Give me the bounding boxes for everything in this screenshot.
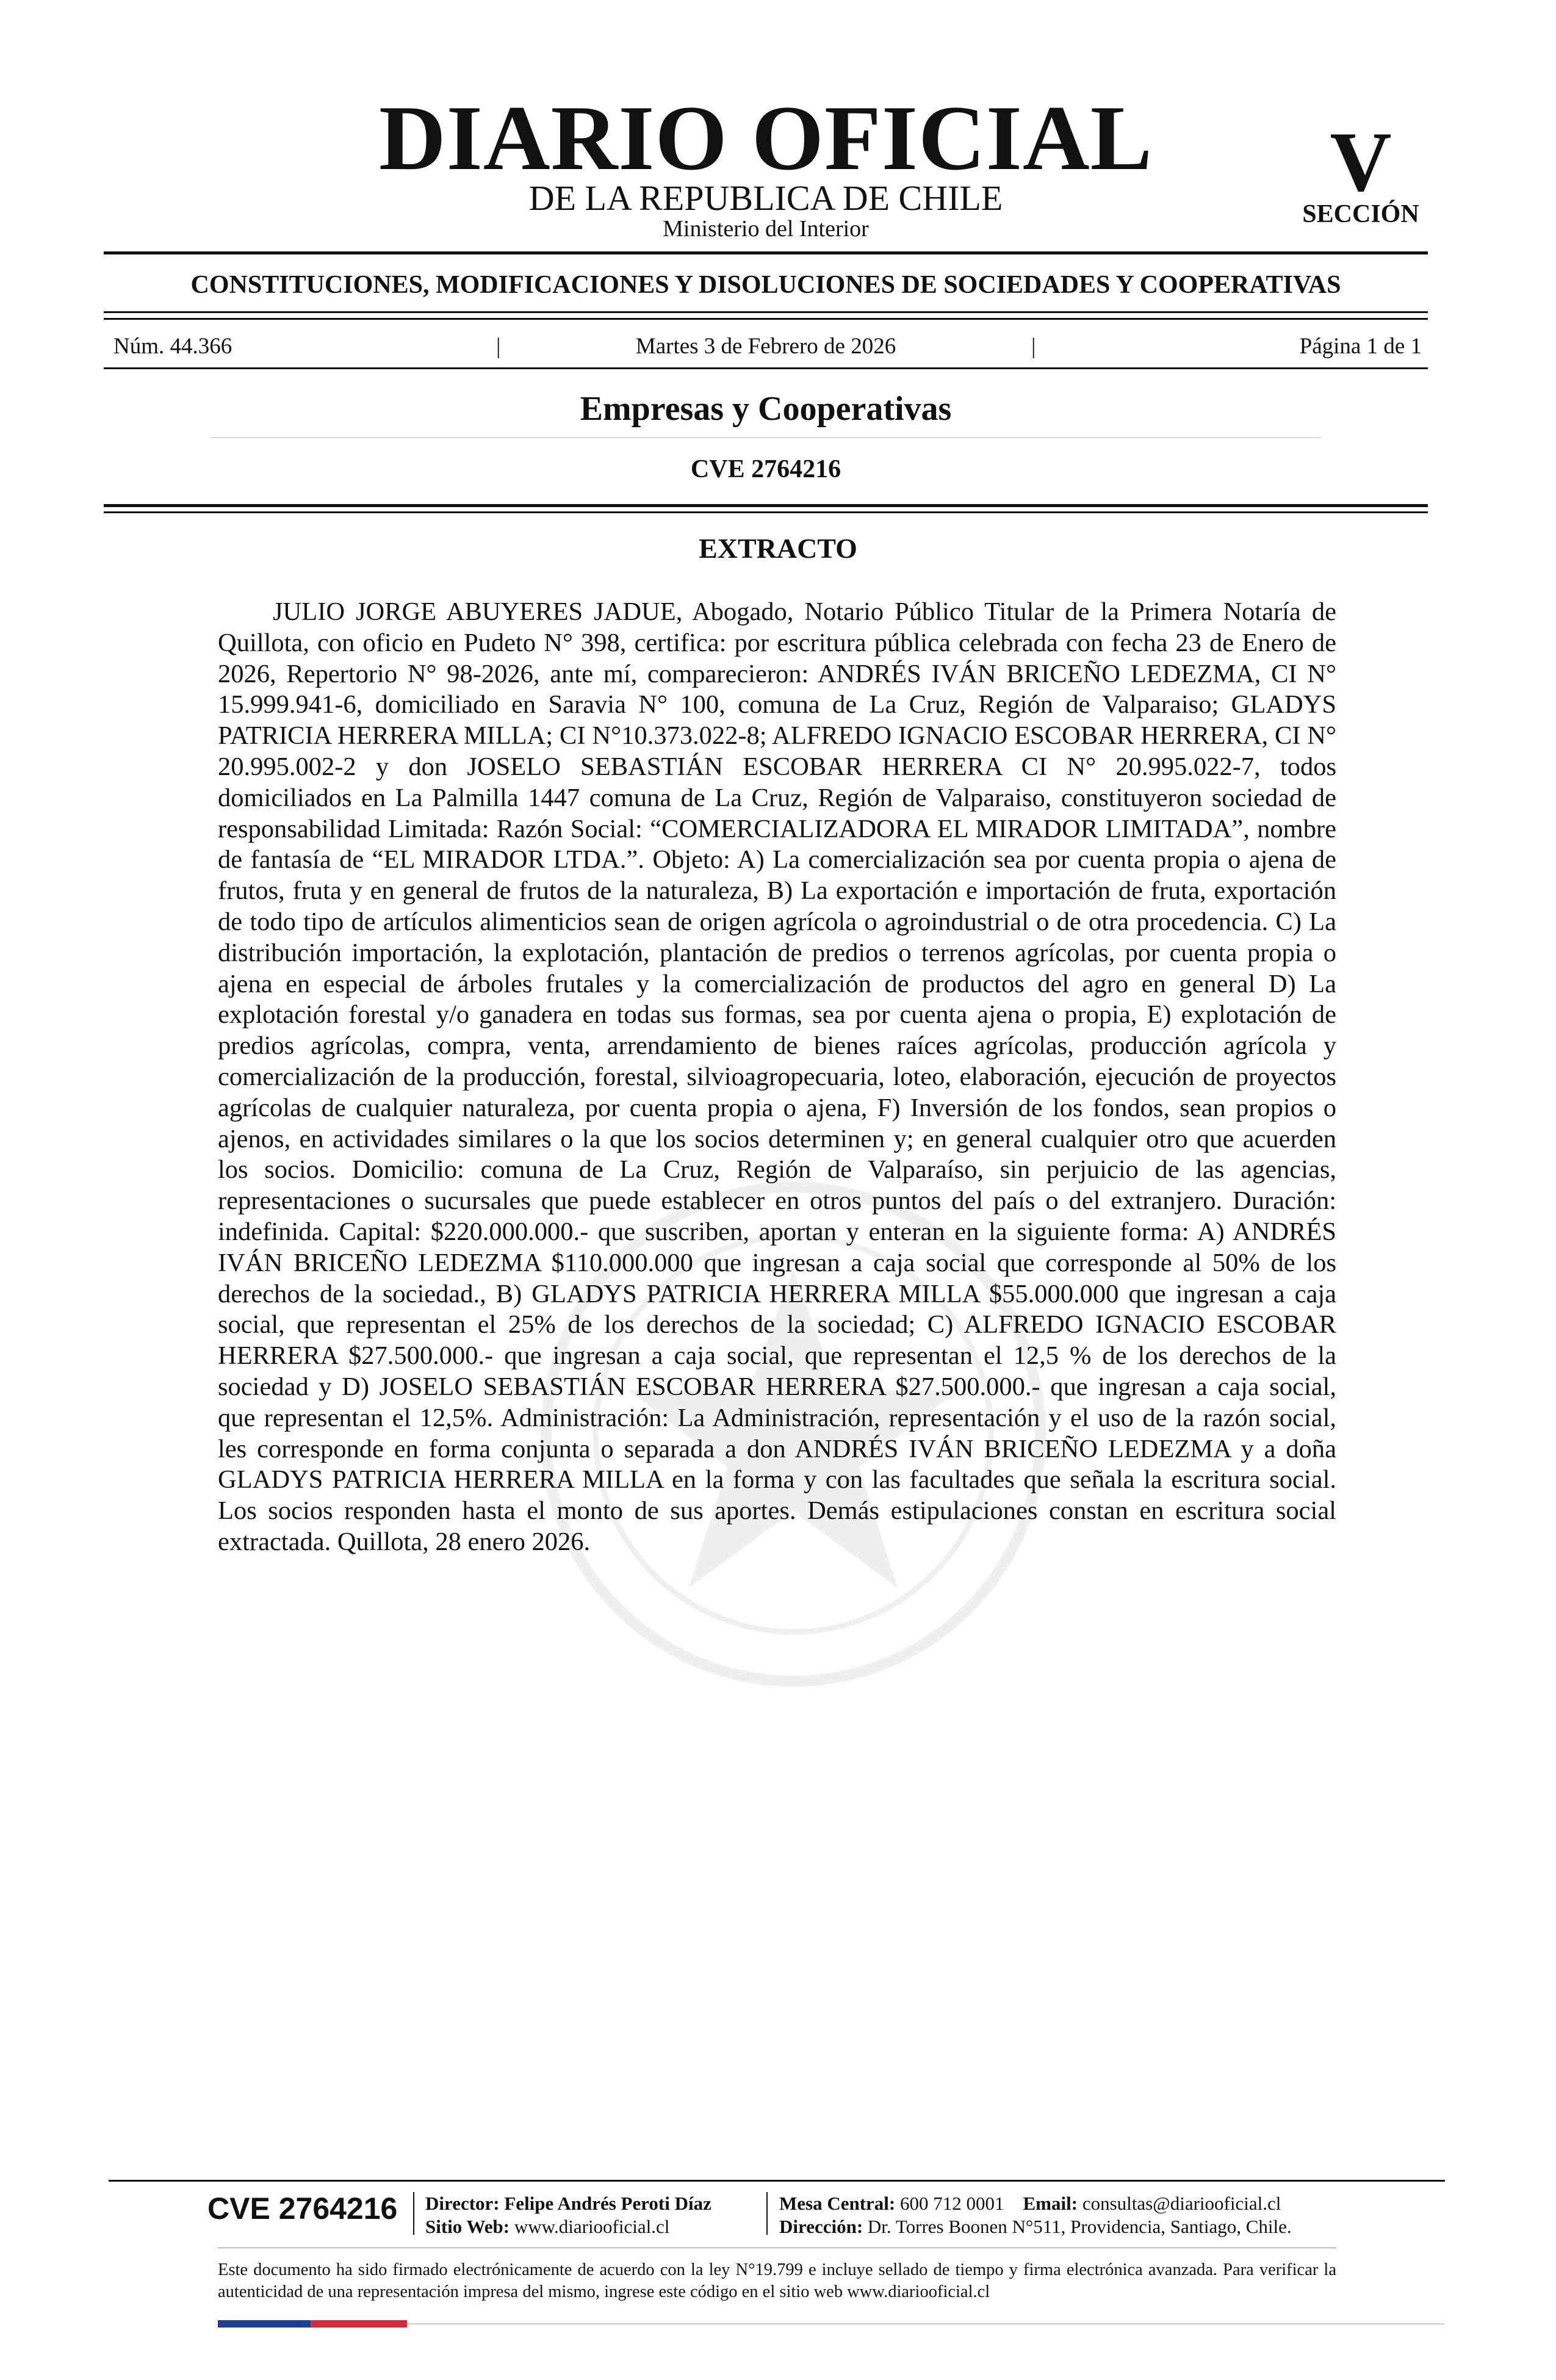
- meta-separator: |: [1031, 334, 1036, 359]
- section-title: Empresas y Cooperativas: [580, 390, 952, 428]
- footer-cve: CVE 2764216: [207, 2191, 398, 2226]
- website-link[interactable]: www.diariooficial.cl: [514, 2216, 670, 2237]
- section-letter: V: [1330, 115, 1392, 209]
- phone-label: Mesa Central:: [779, 2193, 896, 2214]
- footer-divider: [766, 2192, 768, 2235]
- email-label: Email:: [1023, 2193, 1078, 2214]
- address-text: Dr. Torres Boonen N°511, Providencia, Santiago, Chile.: [867, 2216, 1292, 2237]
- header-rule-mid-1: [104, 311, 1428, 313]
- masthead-subtitle: DE LA REPUBLICA DE CHILE: [528, 178, 1003, 218]
- document-rule-2: [104, 511, 1428, 513]
- masthead-ministry: Ministerio del Interior: [663, 216, 869, 242]
- masthead-title: DIARIO OFICIAL: [378, 87, 1153, 189]
- section-banner: CONSTITUCIONES, MODIFICACIONES Y DISOLUCIONES DE SOCIEDADES Y COOPERATIVAS: [190, 271, 1341, 299]
- flag-stripe-blue: [218, 2320, 311, 2328]
- document-rule-1: [104, 504, 1428, 507]
- website-label: Sitio Web:: [425, 2216, 510, 2237]
- director-label: Director:: [425, 2193, 500, 2214]
- phone-number: 600 712 0001: [900, 2193, 1004, 2214]
- header-rule-top: [104, 251, 1428, 254]
- footer-divider: [413, 2192, 414, 2235]
- signature-note: Este documento ha sido firmado electrónicamente de acuerdo con la ley N°19.799 e incluye sellado de tiempo y firma electrónica avanzada. Para verificar la autenticidad de una representación impresa del mismo, ingrese este código en el sitio web www.diariooficial.cl: [218, 2260, 1336, 2301]
- footer-director-block: [425, 2192, 711, 2238]
- issue-date: Martes 3 de Febrero de 2026: [635, 334, 896, 359]
- header-rule-bottom: [104, 367, 1428, 369]
- header-rule-mid-2: [104, 318, 1428, 320]
- page-number: Página 1 de 1: [1299, 334, 1422, 359]
- director-name: Felipe Andrés Peroti Díaz: [504, 2193, 711, 2214]
- section-title-underline: [211, 437, 1321, 438]
- email-link[interactable]: consultas@diariooficial.cl: [1082, 2193, 1281, 2214]
- issue-number: Núm. 44.366: [113, 334, 232, 359]
- extract-title: EXTRACTO: [699, 533, 857, 564]
- extract-body: JULIO JORGE ABUYERES JADUE, Abogado, Notario Público Titular de la Primera Notaría de Quillota, con oficio en Pudeto N° 398, certifica: por escritura pública celebrada con fecha 23 de Enero de 2026, Repertorio N° 98-2026, ante mí, comparecieron: ANDRÉS IVÁN BRICEÑO LEDEZMA, CI N° 15.999.941-6, domiciliado en Saravia N° 100, comuna de La Cruz, Región de Valparaiso; GLADYS PATRICIA HERRERA MILLA; CI N°10.373.022-8; ALFREDO IGNACIO ESCOBAR HERRERA, CI N° 20.995.002-2 y don JOSELO SEBASTIÁN ESCOBAR HERRERA CI N° 20.995.022-7, todos domiciliados en La Palmilla 1447 comuna de La Cruz, Región de Valparaiso, constituyeron sociedad de responsabilidad Limitada: Razón Social: “COMERCIALIZADORA EL MIRADOR LIMITADA”, nombre de fantasía de “EL MIRADOR LTDA.”. Objeto: A) La comercialización sea por cuenta propia o ajena de frutos, fruta y en general de frutos de la naturaleza, B) La exportación e importación de fruta, exportación de todo tipo de artículos alimenticios sean de origen agrícola o agroindustrial o de otra procedencia. C) La distribución importación, la explotación, plantación de predios o terrenos agrícolas, por cuenta propia o ajena en especial de árboles frutales y la comercialización de productos del agro en general D) La explotación forestal y/o ganadera en todas sus formas, sea por cuenta ajena o propia, E) explotación de predios agrícolas, compra, venta, arrendamiento de bienes raíces agrícolas, producción agrícola y comercialización de la producción, forestal, silvioagropecuaria, loteo, elaboración, ejecución de proyectos agrícolas de cualquier naturaleza, por cuenta propia o ajena, F) Inversión de los fondos, sean propios o ajenos, en actividades similares o la que los socios determinen y; en general cualquier otro que acuerden los socios. Domicilio: comuna de La Cruz, Región de Valparaíso, sin perjuicio de las agencias, representaciones o sucursales que puede establecer en otros puntos del país o del extranjero. Duración: indefinida. Capital: $220.000.000.- que suscriben, aportan y enteran en la siguiente forma: A) ANDRÉS IVÁN BRICEÑO LEDEZMA $110.000.000 que ingresan a caja social que corresponde al 50% de los derechos de la sociedad., B) GLADYS PATRICIA HERRERA MILLA $55.000.000 que ingresan a caja social, que representan el 25% de los derechos de la sociedad; C) ALFREDO IGNACIO ESCOBAR HERRERA $27.500.000.- que ingresan a caja social, que representan el 12,5 % de los derechos de la sociedad y D) JOSELO SEBASTIÁN ESCOBAR HERRERA $27.500.000.- que ingresan a caja social, que representan el 12,5%. Administración: La Administración, representación y el uso de la razón social, les corresponde en forma conjunta o separada a don ANDRÉS IVÁN BRICEÑO LEDEZMA y a doña GLADYS PATRICIA HERRERA MILLA en la forma y con las facultades que señala la escritura social. Los socios responden hasta el monto de sus aportes. Demás estipulaciones constan en escritura social extractada. Quillota, 28 enero 2026.: [218, 597, 1336, 1556]
- footer-contact-block: [779, 2192, 1292, 2238]
- address-label: Dirección:: [779, 2216, 863, 2237]
- flag-stripe-red: [311, 2320, 407, 2328]
- flag-stripe-line: [407, 2323, 1444, 2324]
- section-label: SECCIÓN: [1302, 200, 1419, 228]
- meta-separator: |: [496, 334, 501, 359]
- document-cve: CVE 2764216: [690, 455, 841, 483]
- footer-rule: [109, 2180, 1445, 2182]
